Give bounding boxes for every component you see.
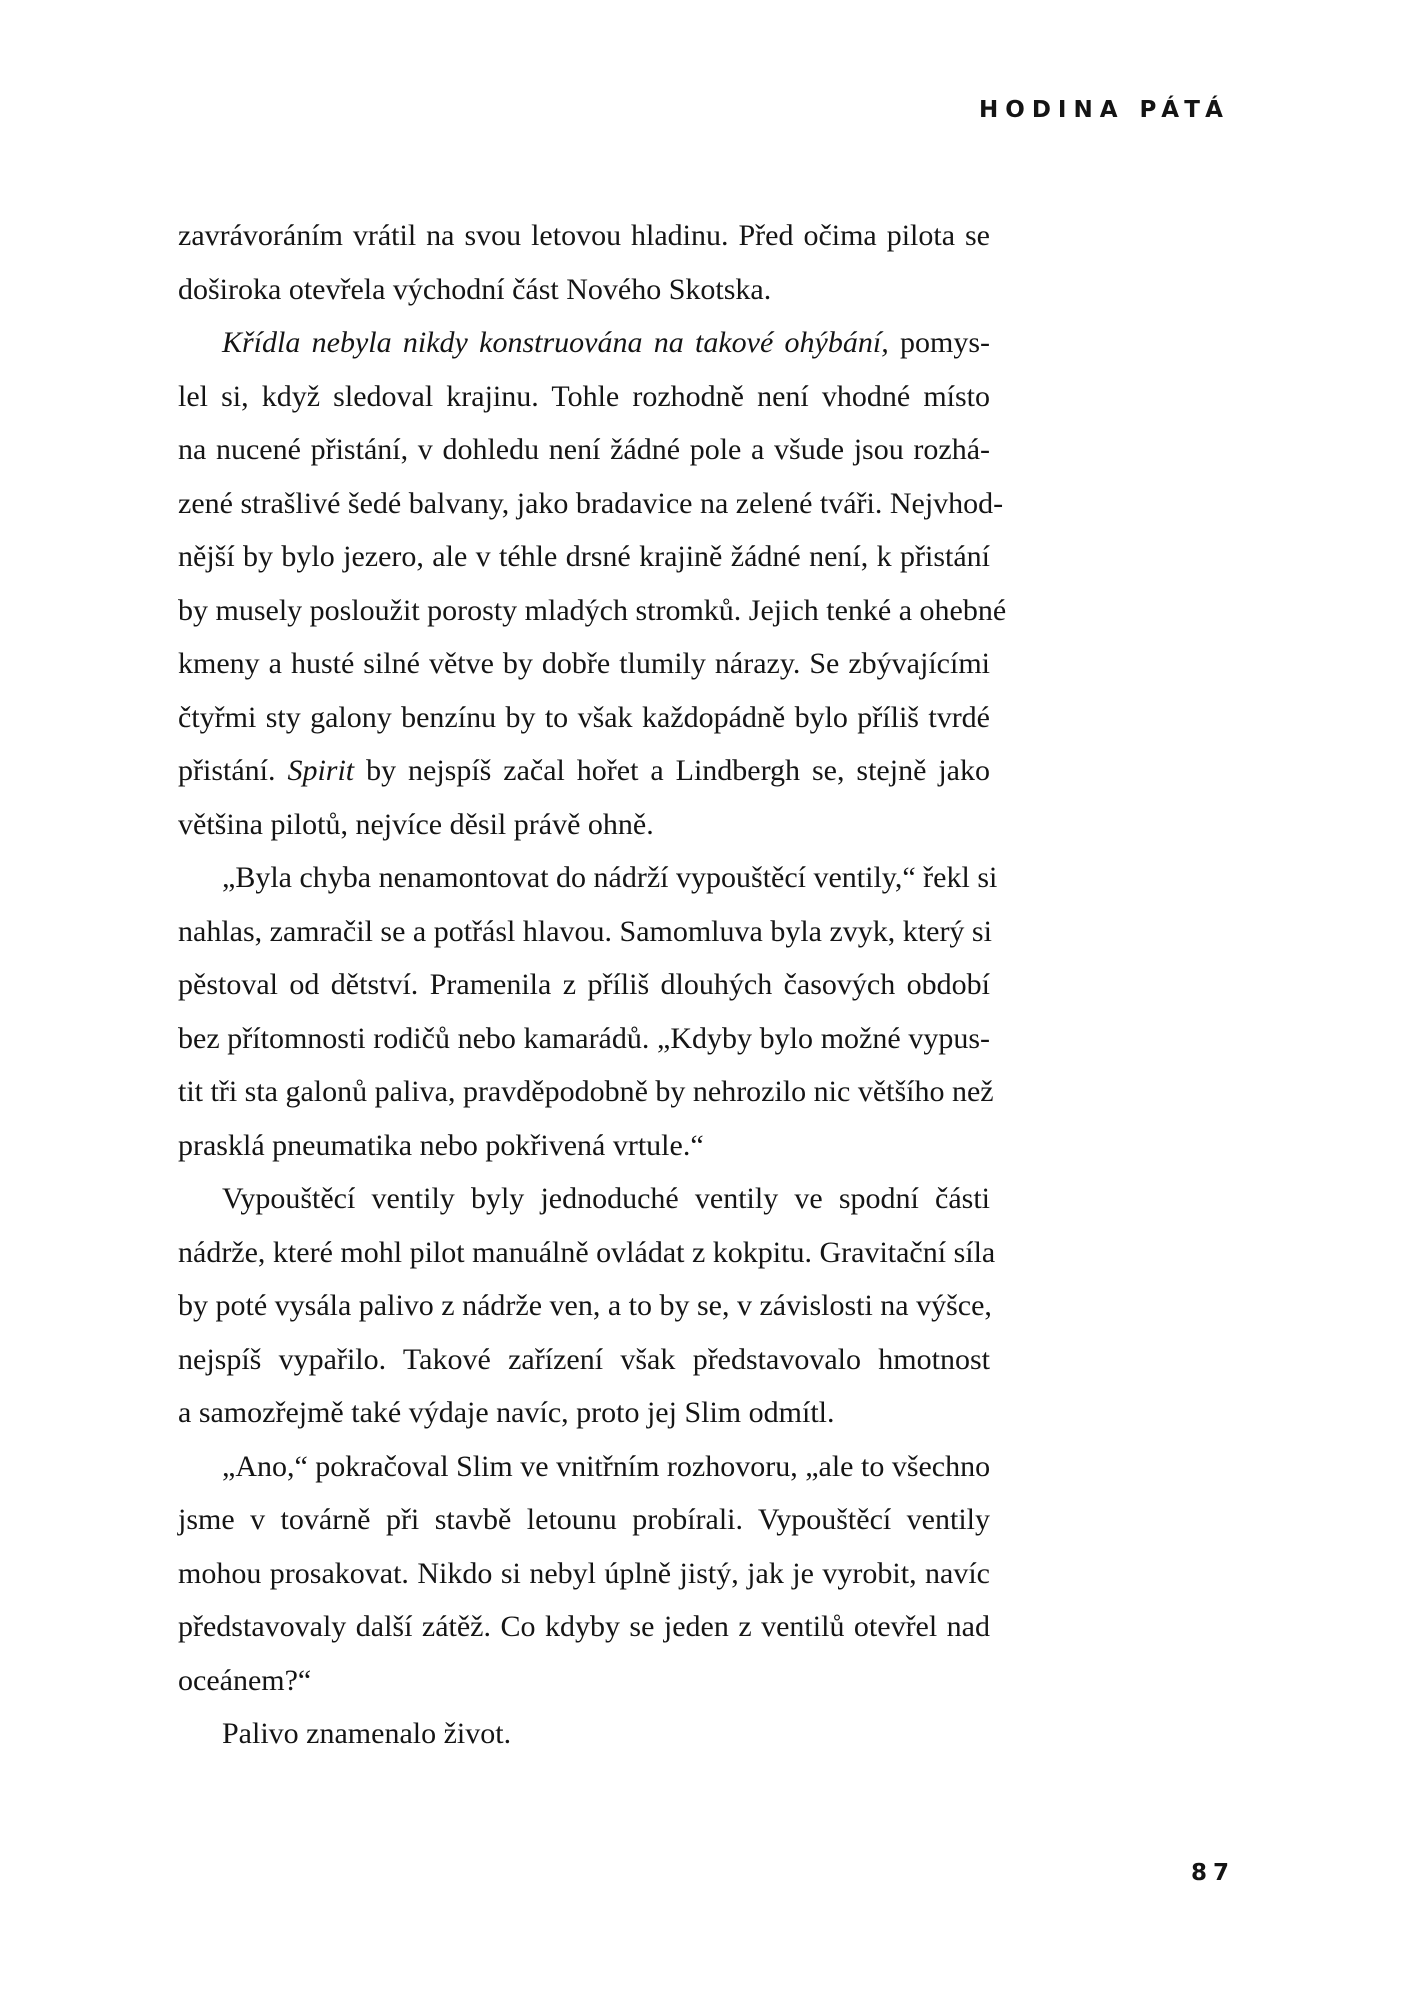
- text-block: [178, 209, 1007, 1761]
- body-text: většina pilotů, nejvíce děsil právě ohně.: [178, 807, 654, 841]
- paragraph: [178, 1440, 990, 1708]
- text-line: [178, 691, 990, 745]
- italic-text: Křídla nebyla nikdy konstruována na takové ohýbání,: [222, 326, 889, 359]
- body-text: Vypouštěcí ventily byly jednoduché ventily ve spodní části: [222, 1182, 990, 1215]
- body-text: jsme v továrně při stavbě letounu probírali. Vypouštěcí ventily: [178, 1503, 990, 1536]
- body-text: oceánem?“: [178, 1663, 312, 1697]
- body-text: pěstoval od dětství. Pramenila z příliš dlouhých časových období: [178, 968, 990, 1001]
- text-line: [178, 423, 990, 477]
- body-text: doširoka otevřela východní část Nového Skotska.: [178, 272, 772, 306]
- body-text: kmeny a husté silné větve by dobře tlumily nárazy. Se zbývajícími: [178, 647, 990, 680]
- paragraph: [178, 851, 998, 1172]
- text-line: [178, 905, 990, 959]
- text-line: [178, 1279, 990, 1333]
- text-line: [178, 798, 990, 852]
- body-text: by nejspíš začal hořet a Lindbergh se, stejně jako: [354, 754, 990, 787]
- text-line: [178, 1440, 990, 1494]
- body-text: zené strašlivé šedé balvany, jako bradavice na zelené tváři. Nejvhod-: [178, 486, 1004, 520]
- text-line: [178, 1654, 990, 1708]
- text-line: [178, 263, 990, 317]
- page-number: 87: [1190, 1860, 1235, 1886]
- body-text: přistání.: [178, 754, 288, 787]
- body-text: by musely posloužit porosty mladých stromků. Jejich tenké a ohebné: [178, 593, 1007, 627]
- text-line: [178, 637, 990, 691]
- body-text: bez přítomnosti rodičů nebo kamarádů. „Kdyby bylo možné vypus-: [178, 1021, 990, 1055]
- text-line: [178, 1333, 990, 1387]
- body-text: nejspíš vypařilo. Takové zařízení však představovalo hmotnost: [178, 1342, 990, 1376]
- body-text: tit tři sta galonů paliva, pravděpodobně by nehrozilo nic většího než: [178, 1075, 994, 1108]
- text-line: [178, 370, 990, 424]
- body-text: nahlas, zamračil se a potřásl hlavou. Samomluva byla zvyk, který si: [178, 914, 992, 948]
- italic-text: Spirit: [287, 754, 355, 787]
- body-text: „Byla chyba nenamontovat do nádrží vypouštěcí ventily,“ řekl si: [222, 861, 998, 894]
- body-text: čtyřmi sty galony benzínu by to však každopádně bylo příliš tvrdé: [178, 700, 990, 734]
- body-text: nější by bylo jezero, ale v téhle drsné krajině žádné není, k přistání: [178, 540, 990, 573]
- body-text: nádrže, které mohl pilot manuálně ovládat z kokpitu. Gravitační síla: [178, 1235, 996, 1269]
- body-text: lel si, když sledoval krajinu. Tohle rozhodně není vhodné místo: [178, 379, 990, 413]
- text-line: [178, 1226, 996, 1280]
- paragraph: [178, 316, 1007, 851]
- paragraph: [178, 1707, 990, 1761]
- text-line: [178, 1012, 990, 1066]
- body-text: na nucené přistání, v dohledu není žádné pole a všude jsou rozhá-: [178, 433, 990, 466]
- text-line: [178, 744, 990, 798]
- text-line: [178, 1386, 990, 1440]
- text-line: [178, 958, 990, 1012]
- paragraph: [178, 209, 990, 316]
- body-text: mohou prosakovat. Nikdo si nebyl úplně jistý, jak je vyrobit, navíc: [178, 1556, 990, 1590]
- text-line: [178, 1547, 990, 1601]
- text-line: [178, 1600, 990, 1654]
- body-text: „Ano,“ pokračoval Slim ve vnitřním rozhovoru, „ale to všechno: [222, 1449, 991, 1483]
- body-text: prasklá pneumatika nebo pokřivená vrtule.“: [178, 1128, 704, 1162]
- paragraph: [178, 1172, 996, 1440]
- body-text: by poté vysála palivo z nádrže ven, a to by se, v závislosti na výšce,: [178, 1289, 992, 1322]
- text-line: [178, 316, 990, 370]
- text-line: [178, 1493, 990, 1547]
- body-text: a samozřejmě také výdaje navíc, proto jej Slim odmítl.: [178, 1396, 835, 1429]
- body-text: představovaly další zátěž. Co kdyby se jeden z ventilů otevřel nad: [178, 1610, 990, 1643]
- body-text: pomys-: [888, 326, 990, 359]
- running-header: HODINA PÁTÁ: [979, 97, 1230, 123]
- text-line: [178, 477, 1004, 531]
- text-line: [178, 1172, 990, 1226]
- text-line: [178, 530, 990, 584]
- text-line: [178, 584, 1007, 638]
- text-line: [178, 1065, 994, 1119]
- text-line: [178, 209, 990, 263]
- text-line: [178, 1707, 990, 1761]
- text-line: [178, 1119, 990, 1173]
- text-line: [178, 851, 998, 905]
- body-text: Palivo znamenalo život.: [222, 1717, 512, 1750]
- body-text: zavrávoráním vrátil na svou letovou hladinu. Před očima pilota se: [178, 219, 990, 252]
